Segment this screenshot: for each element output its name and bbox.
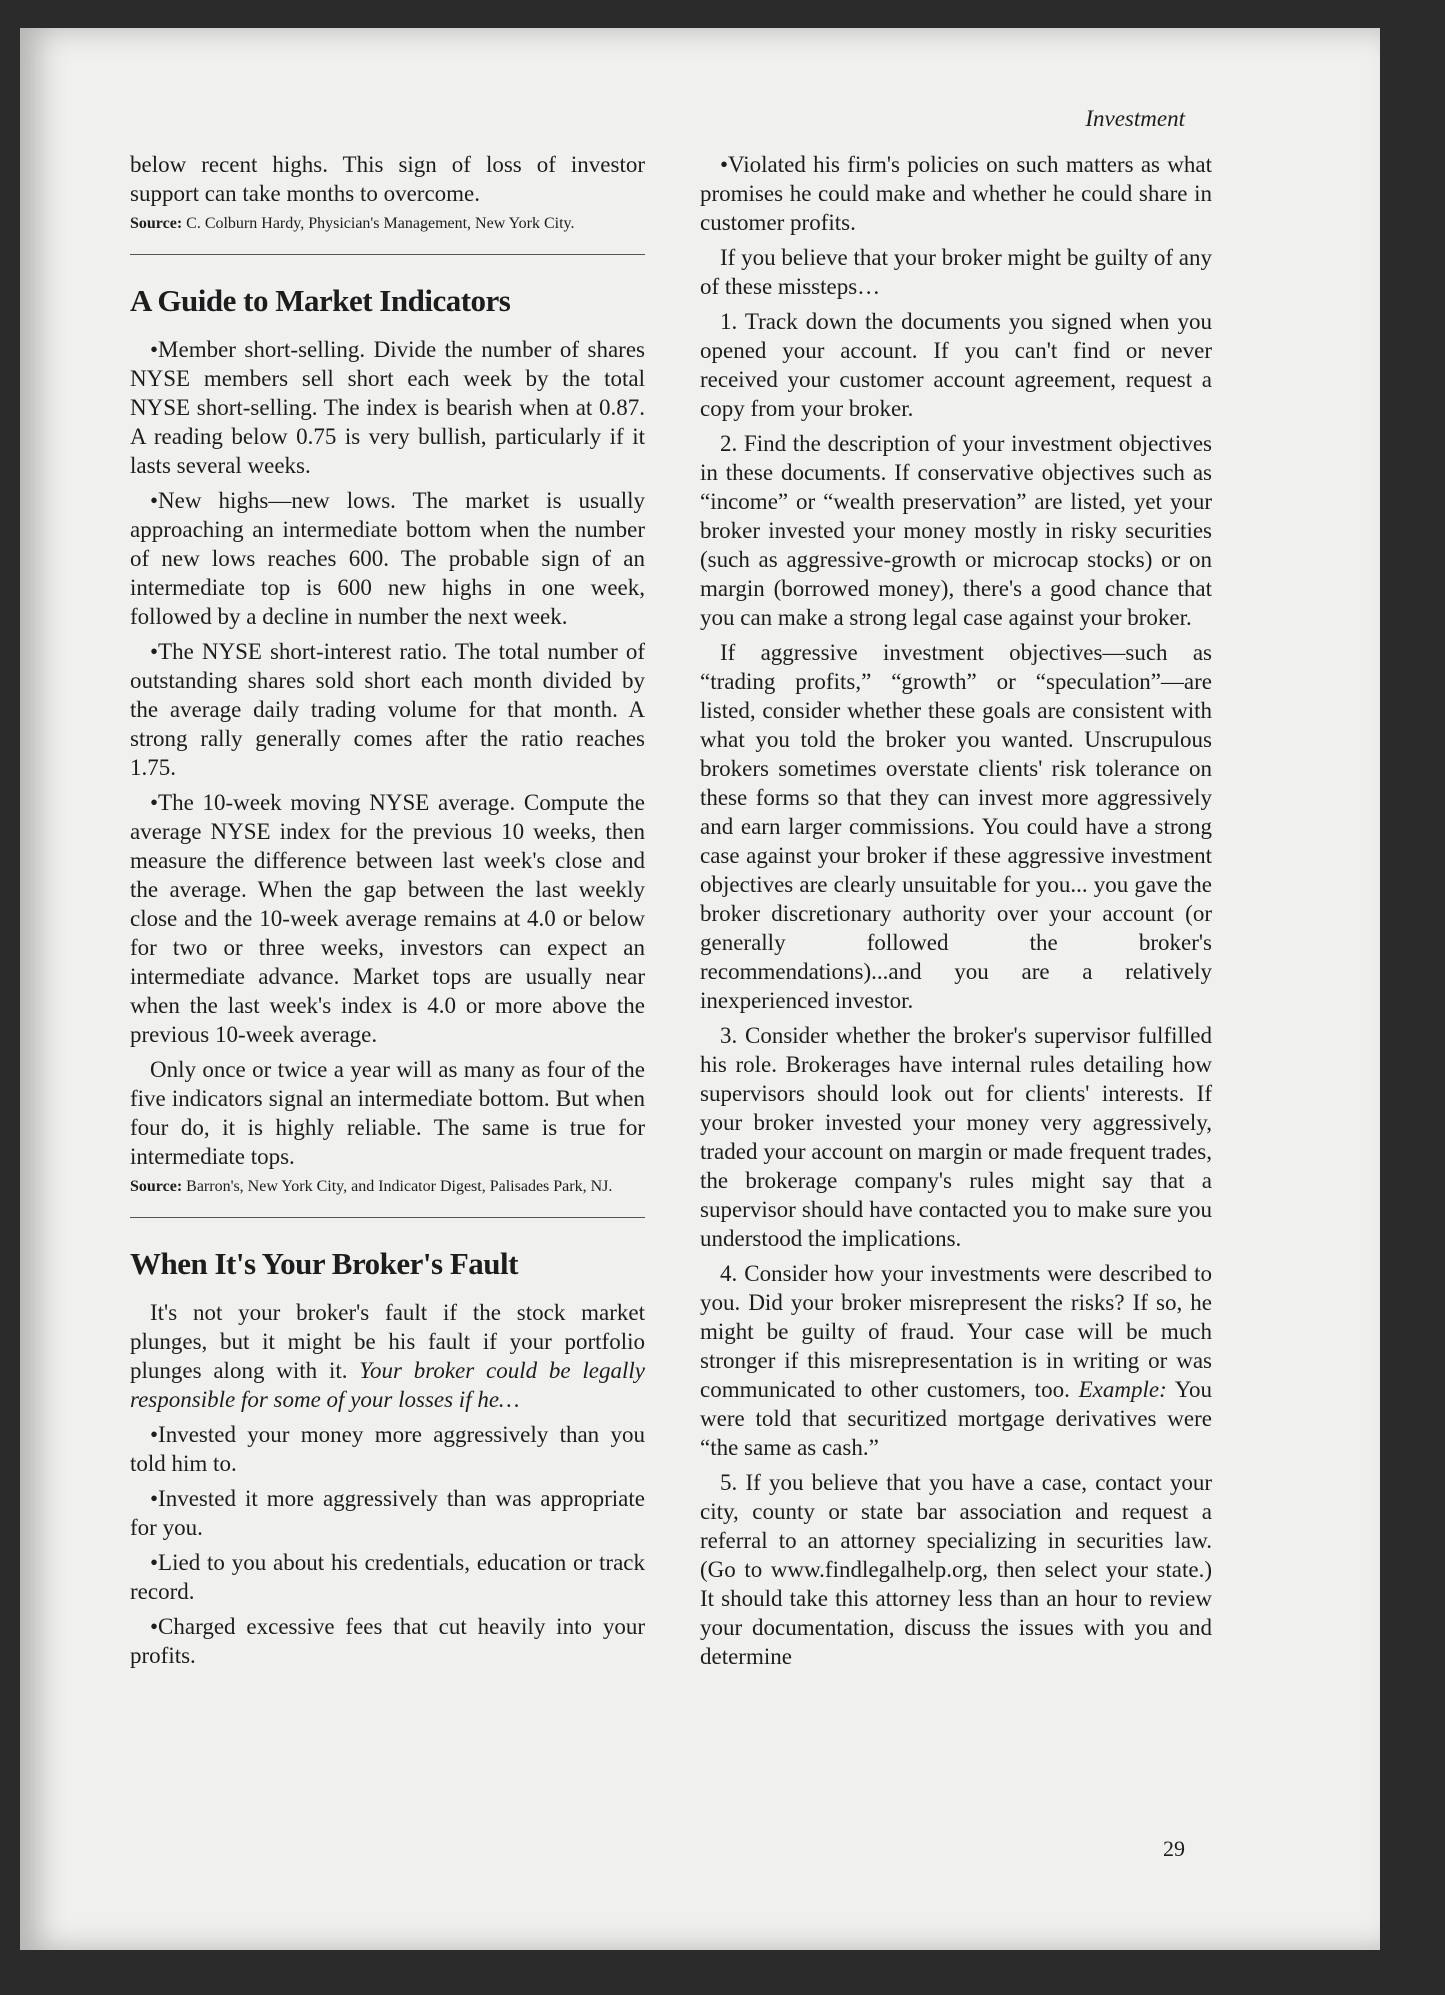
source-note-1 xyxy=(130,214,645,234)
indicator-paragraph: •New highs—new lows. The market is usually approaching an intermediate bottom when the number of new lows reaches 600. The probable sign of an intermediate top is 600 new highs in one week, followed by a decline in number the next week. xyxy=(130,488,645,629)
source-label: Source: xyxy=(130,215,183,232)
broker-intro-text: It's not your broker's fault if the stock market plunges, but it might be his fault if your portfolio plunges along with it. xyxy=(130,1300,645,1383)
source-note-2 xyxy=(130,1177,645,1197)
intro-paragraph: below recent highs. This sign of loss of investor support can take months to overcome. xyxy=(130,152,645,206)
section-title-broker-fault: When It's Your Broker's Fault xyxy=(130,1246,518,1281)
section-divider xyxy=(130,1217,645,1218)
example-label: Example: xyxy=(1078,1377,1167,1402)
body-paragraph: If you believe that your broker might be guilty of any of these missteps… xyxy=(700,245,1212,299)
section-title-market-indicators: A Guide to Market Indicators xyxy=(130,283,511,318)
section-divider xyxy=(130,254,645,255)
step-4-paragraph xyxy=(700,1259,1212,1462)
body-paragraph: 2. Find the description of your investment objectives in these documents. If conservative objectives such as “income” or “wealth preservation” are listed, yet your broker invested your money mostly in risky securities (such as aggressive-growth or microcap stocks) or on margin (borrowed money), there's a good chance that you can make a strong legal case against your broker. xyxy=(700,431,1212,630)
running-head: Investment xyxy=(1085,106,1185,131)
source-text: C. Colburn Hardy, Physician's Management, New York City. xyxy=(186,215,575,232)
magazine-page xyxy=(20,28,1380,1950)
broker-bullet: •Invested it more aggressively than was appropriate for you. xyxy=(130,1486,645,1540)
body-paragraph: 1. Track down the documents you signed when you opened your account. If you can't find or never received your customer account agreement, request a copy from your broker. xyxy=(700,309,1212,421)
example-text: You were told that securitized mortgage derivatives were “the same as cash.” xyxy=(700,1377,1212,1460)
step-5-paragraph: 5. If you believe that you have a case, contact your city, county or state bar association and request a referral to an attorney specializing in securities law. (Go to www.findlegalhelp.org, then select your state.) It should take this attorney less than an hour to review your documentation, discuss the issues with you and determine xyxy=(700,1470,1212,1669)
body-paragraph: 3. Consider whether the broker's supervisor fulfilled his role. Brokerages have internal rules detailing how supervisors should look out for clients' interests. If your broker invested your money very aggressively, traded your account on margin or made frequent trades, the brokerage company's rules might say that a supervisor should have contacted you to make sure you understood the implications. xyxy=(700,1023,1212,1251)
source-label: Source: xyxy=(130,1178,183,1195)
page-number: 29 xyxy=(1163,1836,1185,1861)
indicator-paragraph: •The NYSE short-interest ratio. The total number of outstanding shares sold short each month divided by the average daily trading volume for that month. A strong rally generally comes after the ratio reaches 1.75. xyxy=(130,639,645,780)
source-text: Barron's, New York City, and Indicator Digest, Palisades Park, NJ. xyxy=(186,1178,613,1195)
broker-bullet: •Invested your money more aggressively than you told him to. xyxy=(130,1422,645,1476)
broker-bullet: •Lied to you about his credentials, education or track record. xyxy=(130,1550,645,1604)
broker-intro-paragraph xyxy=(130,1298,645,1414)
right-column xyxy=(700,150,1212,1677)
indicator-paragraph: Only once or twice a year will as many as four of the five indicators signal an intermediate bottom. But when four do, it is highly reliable. The same is true for intermediate tops. xyxy=(130,1057,645,1169)
indicator-paragraph: •The 10-week moving NYSE average. Compute the average NYSE index for the previous 10 weeks, then measure the difference between last week's close and the average. When the gap between the last weekly close and the 10-week average remains at 4.0 or below for two or three weeks, investors can expect an intermediate advance. Market tops are usually near when the last week's index is 4.0 or more above the previous 10-week average. xyxy=(130,790,645,1047)
indicator-paragraph: •Member short-selling. Divide the number of shares NYSE members sell short each week by the total NYSE short-selling. The index is bearish when at 0.87. A reading below 0.75 is very bullish, particularly if it lasts several weeks. xyxy=(130,337,645,478)
broker-bullet: •Charged excessive fees that cut heavily into your profits. xyxy=(130,1614,645,1668)
broker-intro-italic: Your broker could be legally responsible for some of your losses if he… xyxy=(130,1358,645,1412)
step-4-text: 4. Consider how your investments were described to you. Did your broker misrepresent the risks? If so, he might be guilty of fraud. Your case will be much stronger if this misrepresentation is in writing or was communicated to other customers, too. xyxy=(700,1261,1212,1402)
body-paragraph: •Violated his firm's policies on such matters as what promises he could make and whether he could share in customer profits. xyxy=(700,152,1212,235)
left-column xyxy=(130,150,645,1676)
body-paragraph: If aggressive investment objectives—such as “trading profits,” “growth” or “speculation”—are listed, consider whether these goals are consistent with what you told the broker you wanted. Unscrupulous brokers sometimes overstate clients' risk tolerance on these forms so that they can invest more aggressively and earn larger commissions. You could have a strong case against your broker if these aggressive investment objectives are clearly unsuitable for you... you gave the broker discretionary authority over your account (or generally followed the broker's recommendations)...and you are a relatively inexperienced investor. xyxy=(700,640,1212,1013)
